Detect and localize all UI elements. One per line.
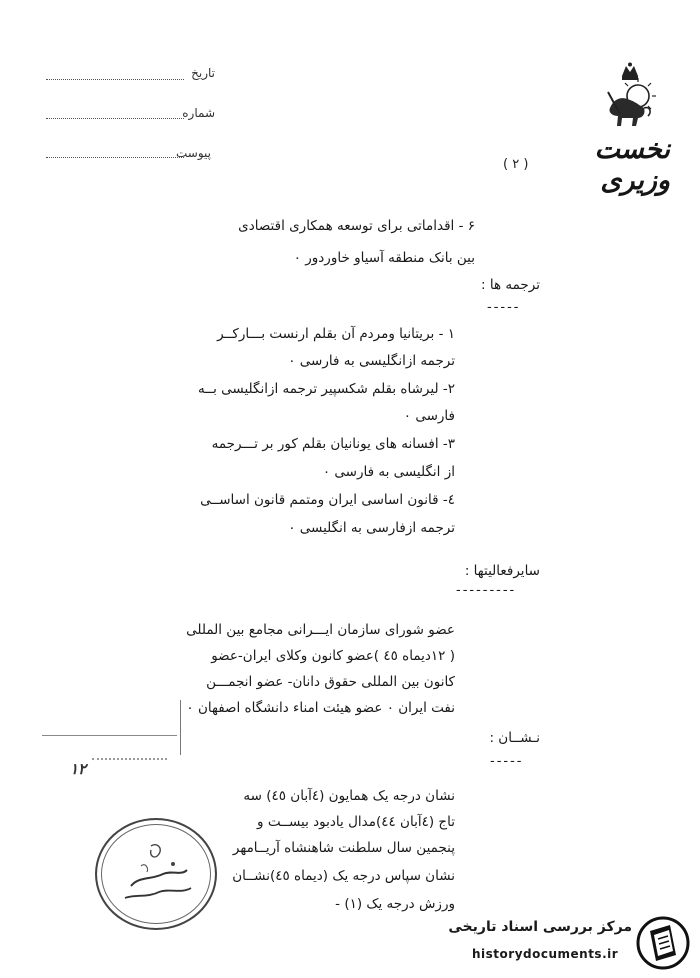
translation2-line2: فارسی ٠ <box>403 408 455 424</box>
activities-line1: عضو شورای سازمان ایـــرانی مجامع بین المللی <box>186 622 455 638</box>
translation1-line1: ۱ - بریتانیا ومردم آن بقلم ارنست بـــارکــر <box>217 326 455 342</box>
number-label: شماره <box>182 106 215 120</box>
medals-line1: نشان درجه یک همایون (٤آبان ٤٥) سه <box>243 788 455 804</box>
round-seal <box>95 818 217 930</box>
attachment-line <box>46 157 184 158</box>
translations-underline: ----- <box>487 300 521 315</box>
page-number: ( ۲ ) <box>503 157 529 172</box>
watermark-logo-icon <box>636 915 690 971</box>
activities-underline: --------- <box>456 583 517 598</box>
translation2-line1: ۲- لیرشاه بقلم شکسپیر ترجمه ازانگلیسی بــه <box>197 381 455 397</box>
item6-line1: ۶ - اقداماتی برای توسعه همکاری اقتصادی <box>238 218 475 234</box>
margin-dots <box>92 758 167 760</box>
seal-signature-icon <box>111 836 203 914</box>
medals-line4: نشان سپاس درجه یک (دیماه ٤٥)نشــان <box>232 868 455 884</box>
translation3-line2: از انگلیسی به فارسی ٠ <box>322 464 455 480</box>
margin-vertical-rule <box>180 700 181 755</box>
translations-heading: ترجمه ها : <box>481 277 540 293</box>
date-line <box>46 79 184 80</box>
translation3-line1: ۳- افسانه های یونانیان بقلم کور بر تـــرجمه <box>211 436 455 452</box>
lion-and-sun-emblem-icon <box>600 62 660 134</box>
number-line <box>46 118 184 119</box>
translation1-line2: ترجمه ازانگلیسی به فارسی ٠ <box>288 353 455 369</box>
watermark-title: مرکز بررسی اسناد تاریخی <box>448 919 632 935</box>
medals-line2: تاج (٤آبان ٤٤)مدال یادبود بیســت و <box>257 814 455 830</box>
medals-heading: نـشــان : <box>489 730 540 746</box>
activities-line2: ( ۱۲دیماه ٤٥ )عضو کانون وکلای ایران-عضو <box>211 648 455 664</box>
activities-line4: نفت ایران ٠ عضو هیئت امناء دانشگاه اصفهان ٠ <box>186 700 455 716</box>
activities-heading: سایرفعالیتها : <box>464 563 540 579</box>
activities-line3: کانون بین المللی حقوق دانان- عضو انجمـــن <box>206 674 455 690</box>
medals-line3: پنجمین سال سلطنت شاهنشاه آریــامهر <box>232 840 455 856</box>
medals-underline: ----- <box>490 754 524 769</box>
attachment-label: پیوست <box>176 146 211 160</box>
date-label: تاریخ <box>191 66 215 80</box>
item6-line2: بین بانک منطقه آسیاو خاوردور ٠ <box>293 250 475 266</box>
watermark-badge <box>410 915 692 971</box>
archive-number: ۱۲ <box>70 760 87 778</box>
translation4-line2: ترجمه ازفارسی به انگلیسی ٠ <box>288 520 455 536</box>
watermark-url: historydocuments.ir <box>472 947 619 961</box>
ministry-name: نخست وزیری <box>594 134 670 196</box>
margin-rule <box>42 735 177 736</box>
medals-line5: ورزش درجه یک (۱) - <box>335 896 455 912</box>
translation4-line1: ٤- قانون اساسی ایران ومتمم قانون اساســی <box>200 492 455 508</box>
